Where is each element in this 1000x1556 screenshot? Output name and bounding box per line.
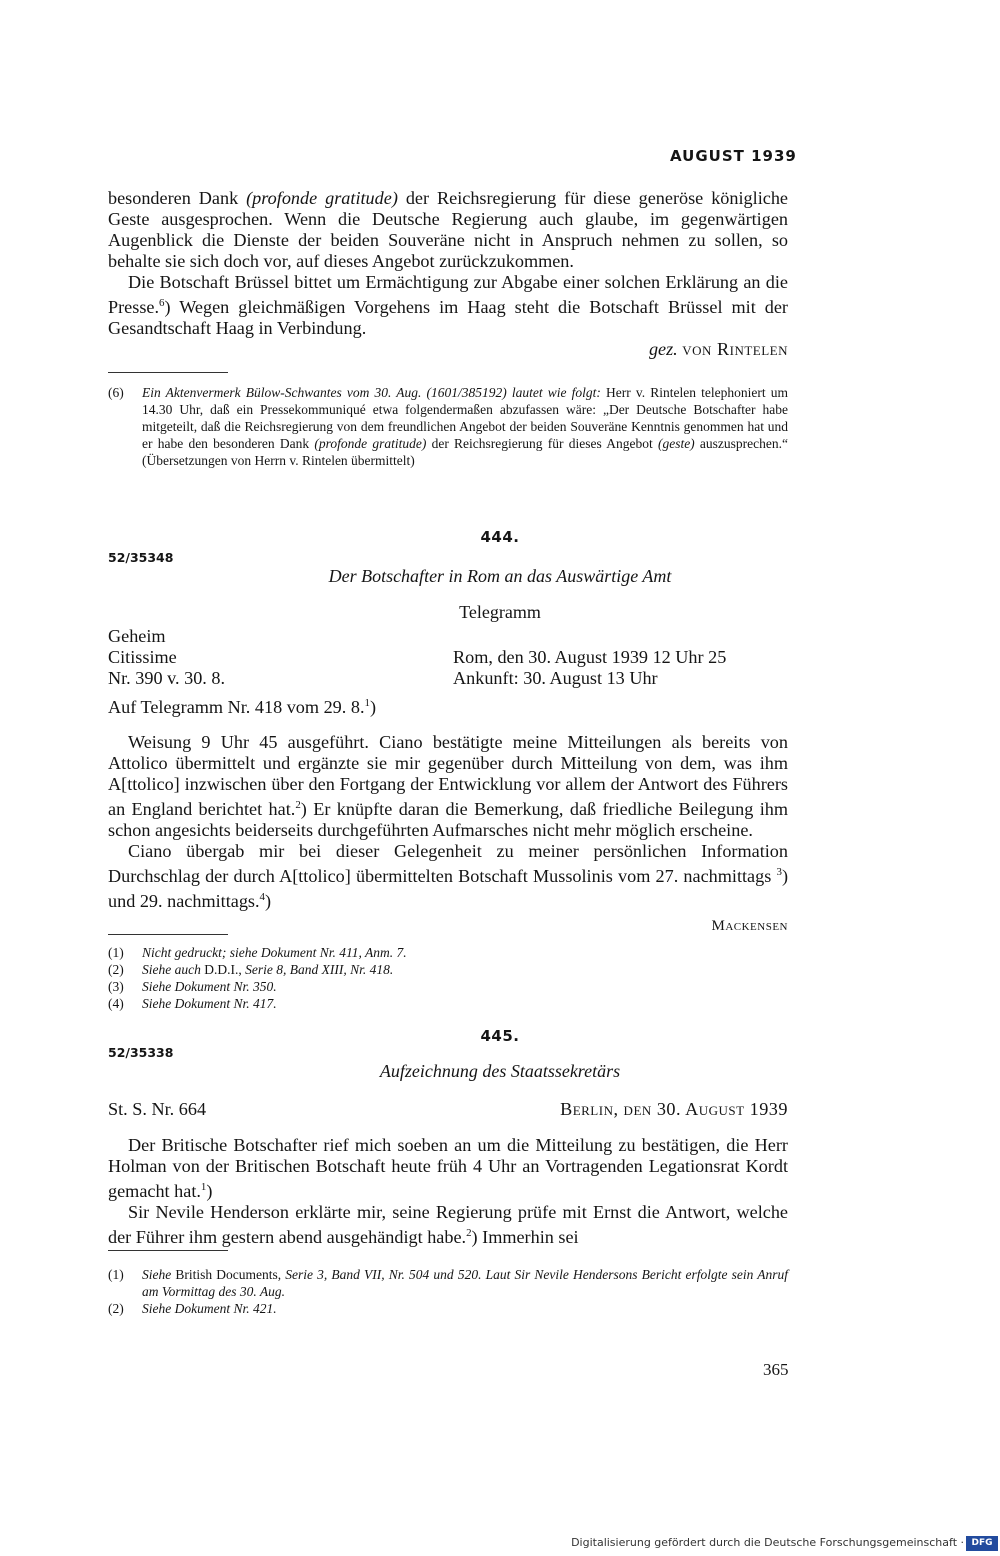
archive-reference: 52/35348 bbox=[108, 550, 174, 565]
footnote-mark: (1) bbox=[108, 945, 124, 960]
document-body bbox=[108, 1135, 788, 1248]
document-title: Der Botschafter in Rom an das Auswärtige Amt bbox=[328, 566, 672, 586]
document-number: 445. bbox=[480, 1027, 520, 1045]
dfg-logo: DFG bbox=[966, 1536, 998, 1551]
footnote-mark: (3) bbox=[108, 979, 124, 994]
paragraph: Weisung 9 Uhr 45 ausgeführt. Ciano bestätigte meine Mitteilungen als bereits von Attolico übermittelt und ergänzte sie mir gegenüber durch Mitteilung von dem, was ihm A[ttolico] inzwischen über den Fortgang der Entwicklung vor allem der Antwort des Führers an England berichtet hat.$^2$) Er knüpfte daran die Bemerkung, daß friedliche Beilegung ihm schon angesichts beiderseits durchgeführten Aufmarsches nicht mehr möglich erscheine. bbox=[108, 732, 788, 841]
footnote bbox=[108, 995, 788, 1012]
footnote-text: Siehe Dokument Nr. 421. bbox=[142, 1301, 277, 1316]
document-title: Aufzeichnung des Staatssekretärs bbox=[379, 1061, 621, 1081]
paragraph: Der Britische Botschafter rief mich soeben an um die Mitteilung zu bestätigen, die Herr Holman von der Britischen Botschaft heute früh 4 Uhr an Vortragenden Legationsrat Kordt gemacht hat.$^1$) bbox=[108, 1135, 788, 1202]
signature: Mackensen bbox=[711, 918, 788, 935]
footnote bbox=[108, 1266, 788, 1300]
footnote-text: Ein Aktenvermerk Bülow-Schwantes vom 30. Aug. (1601/385192) lautet wie folgt: Herr v. Rintelen telephoniert um 14.30 Uhr, daß ein Pressekommuniqué etwa folgendermaßen abzufassen wäre: „Der Deutsche Botschafter habe mitgeteilt, daß die Reichsregierung von dem freundlichen Angebot der beiden Souveräne Kenntnis genommen hat und er habe den besonderen Dank (profonde gratitude) der Reichsregierung für dieses Angebot (geste) auszusprechen.“ (Übersetzungen von Herrn v. Rintelen übermittelt) bbox=[142, 385, 789, 468]
dateline: Rom, den 30. August 1939 12 Uhr 25 bbox=[453, 647, 727, 667]
document-body bbox=[108, 732, 788, 937]
paragraph: Ciano übergab mir bei dieser Gelegenheit zu meiner persönlichen Information Durchschlag der durch A[ttolico] übermittelten Botschaft Mussolinis vom 27. nachmittags $^3$) und 29. nachmittags.$^4$) bbox=[108, 841, 788, 912]
paragraph: Die Botschaft Brüssel bittet um Ermächtigung zur Abgabe einer solchen Erklärung an die Presse.$^6$) Wegen gleichmäßigen Vorgehens im Haag steht die Botschaft Brüssel mit der Gesandtschaft Haag in Verbindung. bbox=[108, 272, 788, 339]
footnote bbox=[108, 944, 788, 961]
document-number: 444. bbox=[480, 528, 520, 546]
footnote-text: Nicht gedruckt; siehe Dokument Nr. 411, Anm. 7. bbox=[142, 945, 407, 960]
document-type: Telegramm bbox=[459, 602, 541, 622]
arrival-line: Ankunft: 30. August 13 Uhr bbox=[453, 668, 658, 688]
running-head: AUGUST 1939 bbox=[670, 147, 797, 165]
footnotes-444 bbox=[108, 944, 788, 1012]
footnote bbox=[108, 1300, 788, 1317]
footnote-divider bbox=[108, 934, 228, 935]
footnote-text: Siehe British Documents, Serie 3, Band VII, Nr. 504 und 520. Laut Sir Nevile Hendersons Bericht erfolgte sein Anruf am Vormittag des 30. Aug. bbox=[142, 1267, 788, 1299]
footnote-mark: (2) bbox=[108, 962, 124, 977]
footnote-mark: (6) bbox=[108, 385, 124, 400]
footnote-mark: (4) bbox=[108, 996, 124, 1011]
footnote bbox=[108, 961, 788, 978]
footnote-divider bbox=[108, 1250, 228, 1251]
footnote-mark: (1) bbox=[108, 1267, 124, 1282]
footnote-mark: (2) bbox=[108, 1301, 124, 1316]
footnotes-445 bbox=[108, 1266, 788, 1317]
document-meta: Geheim Citissime Rom, den 30. August 1939 12 Uhr 25 Nr. 390 v. 30. 8. Ankunft: 30. August 13 Uhr bbox=[108, 626, 727, 688]
reference-line: Auf Telegramm Nr. 418 vom 29. 8.$^1$) bbox=[108, 697, 377, 718]
page-number: 365 bbox=[763, 1360, 789, 1379]
funding-credit: Digitalisierung gefördert durch die Deutsche Forschungsgemeinschaft · bbox=[571, 1536, 964, 1549]
continued-text bbox=[108, 188, 788, 360]
paragraph: besonderen Dank (profonde gratitude) der Reichsregierung für diese generöse königliche Geste ausgesprochen. Wenn die Deutsche Regierung auch glaube, im gegenwärtigen Augenblick die Dienste der beiden Souveräne nicht in Anspruch nehmen zu sollen, so behalte sie sich doch vor, auf dieses Angebot zurückzukommen. bbox=[108, 188, 788, 271]
footnote-text: Siehe Dokument Nr. 417. bbox=[142, 996, 277, 1011]
footnote bbox=[108, 384, 788, 469]
footnote-divider bbox=[108, 372, 228, 373]
paragraph: Sir Nevile Henderson erklärte mir, seine Regierung prüfe mit Ernst die Antwort, welche der Führer ihm gestern abend ausgehändigt habe.$^2$) Immerhin sei bbox=[108, 1202, 788, 1248]
credit-bar bbox=[0, 1532, 1000, 1556]
archive-reference: 52/35338 bbox=[108, 1045, 174, 1060]
footnote bbox=[108, 978, 788, 995]
dateline: Berlin, den 30. August 1939 bbox=[560, 1099, 788, 1119]
document-meta: St. S. Nr. 664 Berlin, den 30. August 1939 bbox=[108, 1099, 788, 1119]
footnote-text: Siehe auch D.D.I., Serie 8, Band XIII, Nr. 418. bbox=[142, 962, 394, 977]
signature: gez. von Rintelen bbox=[648, 339, 788, 360]
footnote-text: Siehe Dokument Nr. 350. bbox=[142, 979, 277, 994]
